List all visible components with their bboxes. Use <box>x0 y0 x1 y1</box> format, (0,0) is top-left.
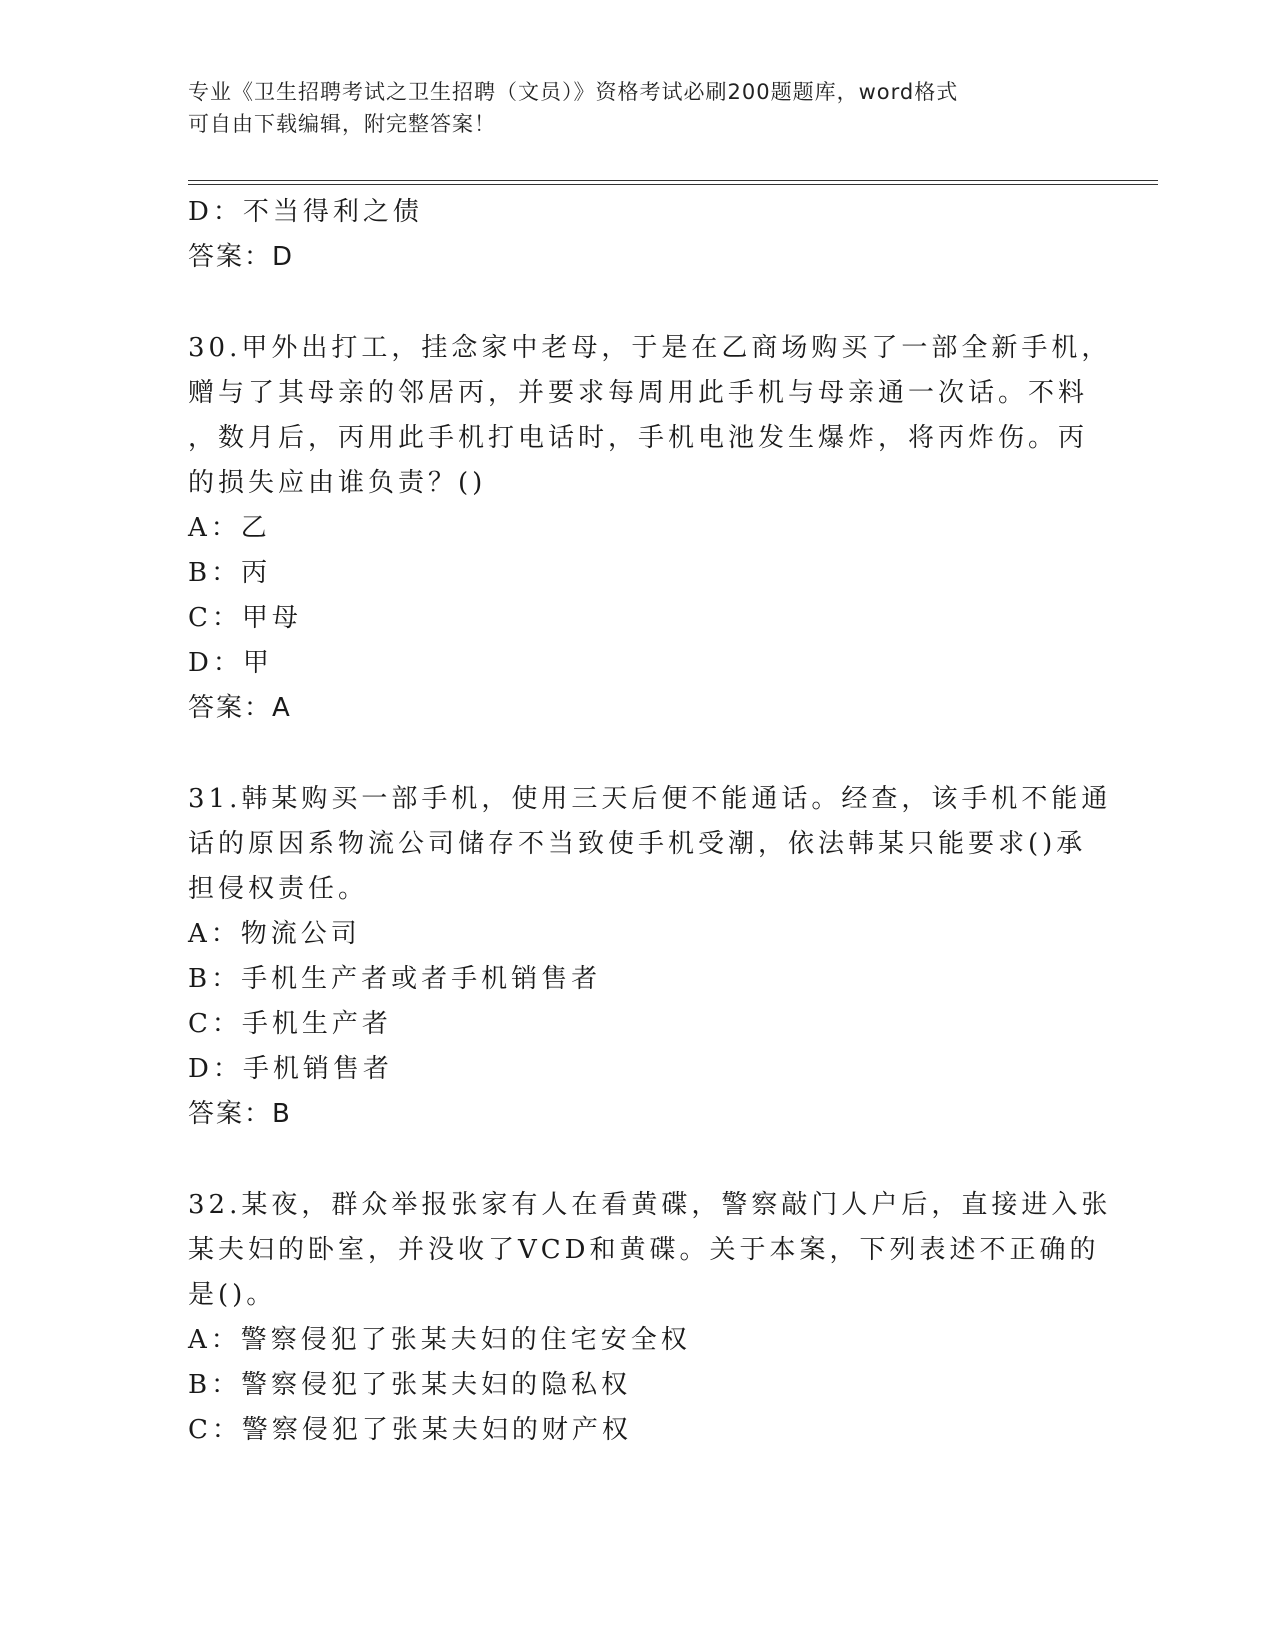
question-31 <box>188 777 1112 1137</box>
spacer <box>188 280 1088 326</box>
question-text-line: 的损失应由谁负责？() <box>188 468 487 498</box>
option-d: D：甲 <box>188 648 273 678</box>
option-b: B：警察侵犯了张某夫妇的隐私权 <box>188 1370 632 1400</box>
header-divider-bottom <box>188 184 1158 185</box>
question-text-line: 是()。 <box>188 1280 277 1310</box>
document-body <box>188 190 1112 1453</box>
question-text-line: 话的原因系物流公司储存不当致使手机受潮，依法韩某只能要求()承 <box>188 829 1087 859</box>
question-text-line: 担侵权责任。 <box>188 874 369 904</box>
spacer <box>188 731 1088 777</box>
question-text-line: 31.韩某购买一部手机，使用三天后便不能通话。经查，该手机不能通 <box>188 784 1112 814</box>
spacer <box>188 1137 1088 1183</box>
header-line-1: 专业《卫生招聘考试之卫生招聘（文员）》资格考试必刷200题题库，word格式 <box>188 80 959 104</box>
document-header <box>188 76 1088 140</box>
question-30 <box>188 326 1112 731</box>
option-d: D：不当得利之债 <box>188 197 423 227</box>
question-text-line: 30.甲外出打工，挂念家中老母，于是在乙商场购买了一部全新手机， <box>188 333 1112 363</box>
option-c: C：警察侵犯了张某夫妇的财产权 <box>188 1415 632 1445</box>
question-text-line: 赠与了其母亲的邻居丙，并要求每周用此手机与母亲通一次话。不料 <box>188 378 1089 408</box>
header-divider-top <box>188 180 1158 181</box>
question-text-line: ，数月后，丙用此手机打电话时，手机电池发生爆炸，将丙炸伤。丙 <box>188 423 1089 453</box>
option-b: B：手机生产者或者手机销售者 <box>188 964 602 994</box>
question-text-line: 某夫妇的卧室，并没收了VCD和黄碟。关于本案，下列表述不正确的 <box>188 1235 1100 1265</box>
option-a: A：乙 <box>188 513 271 543</box>
option-a: A：物流公司 <box>188 919 361 949</box>
answer-line: 答案：A <box>188 693 292 723</box>
answer-line: 答案：D <box>188 242 295 272</box>
option-a: A：警察侵犯了张某夫妇的住宅安全权 <box>188 1325 691 1355</box>
answer-line: 答案：B <box>188 1099 292 1129</box>
option-c: C：甲母 <box>188 603 302 633</box>
option-d: D：手机销售者 <box>188 1054 393 1084</box>
question-32 <box>188 1183 1112 1453</box>
option-b: B：丙 <box>188 558 272 588</box>
question-text-line: 32.某夜，群众举报张家有人在看黄碟，警察敲门人户后，直接进入张 <box>188 1190 1112 1220</box>
header-line-2: 可自由下载编辑，附完整答案！ <box>188 112 496 136</box>
option-c: C：手机生产者 <box>188 1009 392 1039</box>
